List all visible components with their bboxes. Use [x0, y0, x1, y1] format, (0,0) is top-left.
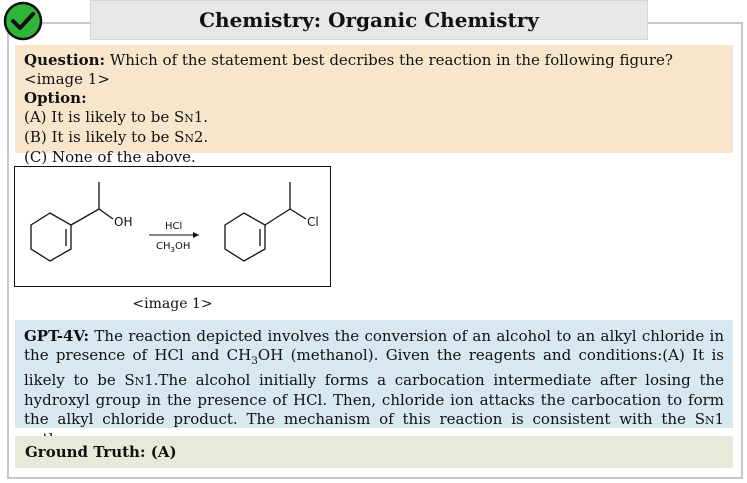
- option-label: Option:: [24, 89, 87, 107]
- reaction-figure: [14, 166, 331, 287]
- question-text: Which of the statement best decribes the reaction in the following figure? <image 1>: [24, 51, 673, 88]
- option-b: (B) It is likely to be SN2.: [24, 128, 209, 146]
- reactant-group-label: OH: [114, 215, 133, 229]
- answer-box: GPT-4V: The reaction depicted involves the conversion of an alcohol to an alkyl chloride in the presence of HCl and $CH_3OH$ (methanol). Given the reagents and conditions:(A) It is likely to be SN1.The alcohol initially forms a carbocation intermediate after losing the hydroxyl group in the presence of HCl. Then, chloride ion attacks the carbocation to form the alkyl chloride product. The mechanism of this reaction is consistent with the SN1: [15, 320, 733, 428]
- page-title: [90, 0, 648, 40]
- ground-truth-value: (A): [150, 443, 177, 461]
- ground-truth-label: Ground Truth:: [25, 443, 146, 461]
- answer-label: GPT-4V:: [24, 327, 90, 345]
- option-a: (A) It is likely to be SN1.: [24, 108, 209, 126]
- ground-truth-box: [15, 436, 733, 468]
- question-label: Question:: [24, 51, 106, 69]
- check-circle-icon: [2, 1, 44, 41]
- product-structure: [225, 182, 306, 261]
- figure-caption: <image 1>: [132, 296, 213, 312]
- title-text: Chemistry: Organic Chemistry: [199, 8, 539, 32]
- reactant-structure: [31, 182, 113, 261]
- solvent-label: $CH_3OH$: [156, 241, 191, 254]
- reaction-diagram: [15, 167, 329, 285]
- product-group-label: Cl: [307, 215, 319, 229]
- question-box: [15, 45, 733, 166]
- reagent-label: HCl: [165, 221, 183, 232]
- arrow-head: [193, 232, 199, 238]
- question-line: [24, 51, 724, 89]
- option-c: (C) None of the above.: [24, 148, 196, 166]
